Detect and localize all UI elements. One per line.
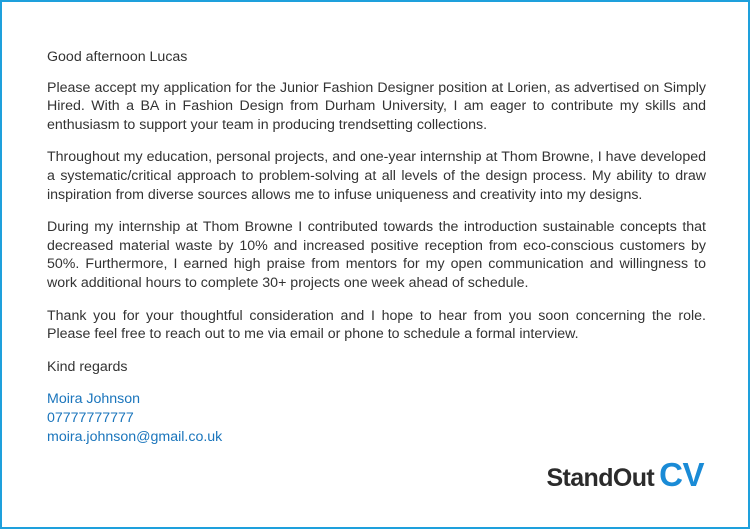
paragraph-achievements: During my internship at Thom Browne I contributed towards the introduction sustainable concepts that decreased material waste by 10% and increased positive reception from eco-conscious customers by 50%. Furthermore, I earned high praise from mentors for my open communication and willingness to work additional hours to complete 30+ projects one week ahead of schedule. — [47, 219, 706, 291]
greeting: Good afternoon Lucas — [47, 49, 188, 65]
logo-accent: CV — [659, 456, 704, 493]
logo-wordmark: StandOut — [546, 464, 655, 492]
signature-phone: 07777777777 — [47, 409, 134, 426]
paragraph-closing: Thank you for your thoughtful consideration and I hope to hear from you soon concerning the role. Please feel free to reach out to me via email or phone to schedule a formal interview. — [47, 307, 706, 343]
standout-cv-logo — [546, 456, 704, 494]
signature-name: Moira Johnson — [47, 391, 141, 408]
signature-email: moira.johnson@gmail.co.uk — [47, 428, 223, 445]
cover-letter-body — [47, 48, 706, 446]
paragraph-intro: Please accept my application for the Junior Fashion Designer position at Lorien, as advertised on Simply Hired. With a BA in Fashion Design from Durham University, I am eager to contribute my skills and enthusiasm to support your team in producing trendsetting collections. — [47, 79, 706, 133]
paragraph-skills: Throughout my education, personal projects, and one-year internship at Thom Browne, I have developed a systematic/critical approach to problem-solving at all levels of the design process. My ability to draw inspiration from diverse sources allows me to infuse uniqueness and creativity into my designs. — [47, 149, 706, 203]
signoff: Kind regards — [47, 358, 128, 375]
